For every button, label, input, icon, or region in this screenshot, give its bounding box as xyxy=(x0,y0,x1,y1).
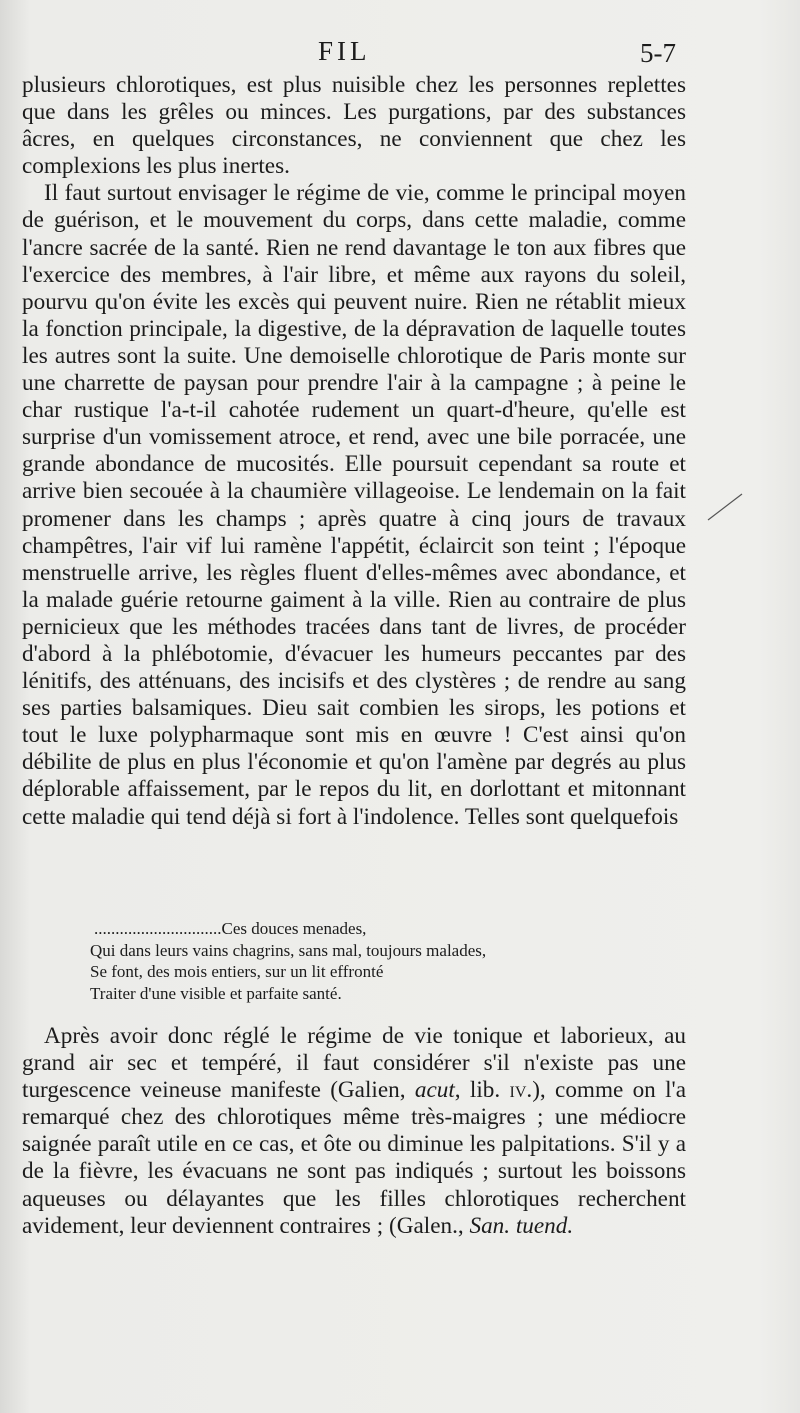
paragraph-3 xyxy=(22,1023,686,1240)
citation-book-number: iv. xyxy=(509,1077,533,1104)
page-header xyxy=(0,36,800,72)
running-title: FIL xyxy=(318,36,371,66)
paragraph-2: Il faut surtout envisager le régime de vie, comme le principal moyen de guérison, et le mouvement du corps, dans cette maladie, comme l'ancre sacrée de la santé. Rien ne rend davantage le ton aux fibres que l'exercice des membres, à l'air libre, et même aux rayons du soleil, pourvu qu'on évite les excès qui peuvent nuire. Rien ne rétablit mieux la fonction principale, la digestive, de la dépravation de laquelle toutes les autres sont la suite. Une demoiselle chlorotique de Paris monte sur une charrette de paysan pour prendre l'air à la campagne ; à peine le char rustique l'a-t-il cahotée rudement un quart-d'heure, qu'elle est surprise d'un vomissement atroce, et rend, avec une bile porracée, une grande abondance de mucosités. Elle poursuit cependant sa route et arrive bien secouée à la chaumière villageoise. Le lendemain on la fait promener dans les champs ; après quatre à cinq jours de travaux champêtres, l'air vif lui ramène l'appétit, éclaircit son teint ; l'époque menstruelle arrive, les règles fluent d'elles-mêmes avec abondance, et la malade guérie retourne gaiment à la ville. Rien au contraire de plus pernicieux que les méthodes tracées dans tant de livres, de procéder d'abord à la phlébotomie, d'évacuer les humeurs peccantes par des lénitifs, des atténuans, des incisifs et des clystères ; de rendre au sang ses parties balsamiques. Dieu sait combien les sirops, les potions et tout le luxe polypharmaque sont mis en œuvre ! C'est ainsi qu'on débilite de plus en plus l'économie et qu'on l'amène par degrés au plus déplorable affaissement, par le repos du lit, en dorlottant et mitonnant cette maladie qui tend déjà si fort à l'indolence. Telles sont quelquefois xyxy=(22,180,686,830)
verse-line-1: ..............................Ces douces menades, xyxy=(94,919,367,938)
verse-line-4: Traiter d'une visible et parfaite santé. xyxy=(90,983,342,1003)
paragraph-3-part-1: Après avoir donc réglé le régime de vie tonique et laborieux, au grand air sec et tempéré, il faut considérer s'il n'existe pas une turgescence veineuse manifeste (Galien, xyxy=(22,1023,686,1104)
verse-quotation xyxy=(22,918,686,1004)
margin-pencil-mark xyxy=(706,492,746,522)
page-number: 5-7 xyxy=(640,38,676,68)
verse-line-3: Se font, des mois entiers, sur un lit effronté xyxy=(90,962,384,981)
paragraph-3-part-2: , lib. xyxy=(454,1077,510,1104)
citation-san-tuend: San. tuend. xyxy=(469,1212,574,1239)
paragraph-1: plusieurs chlorotiques, est plus nuisible chez les personnes replettes que dans les grêles ou minces. Les purgations, par des substances âcres, en quelques circonstances, ne conviennent que chez les complexions les plus inertes. xyxy=(22,72,686,180)
verse-line-2: Qui dans leurs vains chagrins, sans mal, toujours malades, xyxy=(90,940,487,960)
closing-text-block xyxy=(22,1023,686,1240)
main-text-block xyxy=(22,72,686,831)
paragraph-3-part-3: ), comme on l'a remarqué chez des chlorotiques même très-maigres ; une médiocre saignée paraît utile en ce cas, et ôte ou diminue les palpitations. S'il y a de la fièvre, les évacuans ne sont pas indiqués ; surtout les boissons aqueuses ou délayantes que les filles chlorotiques recherchent avidement, leur deviennent contraires ; (Galen., xyxy=(22,1077,687,1239)
citation-acut: acut xyxy=(414,1077,455,1104)
